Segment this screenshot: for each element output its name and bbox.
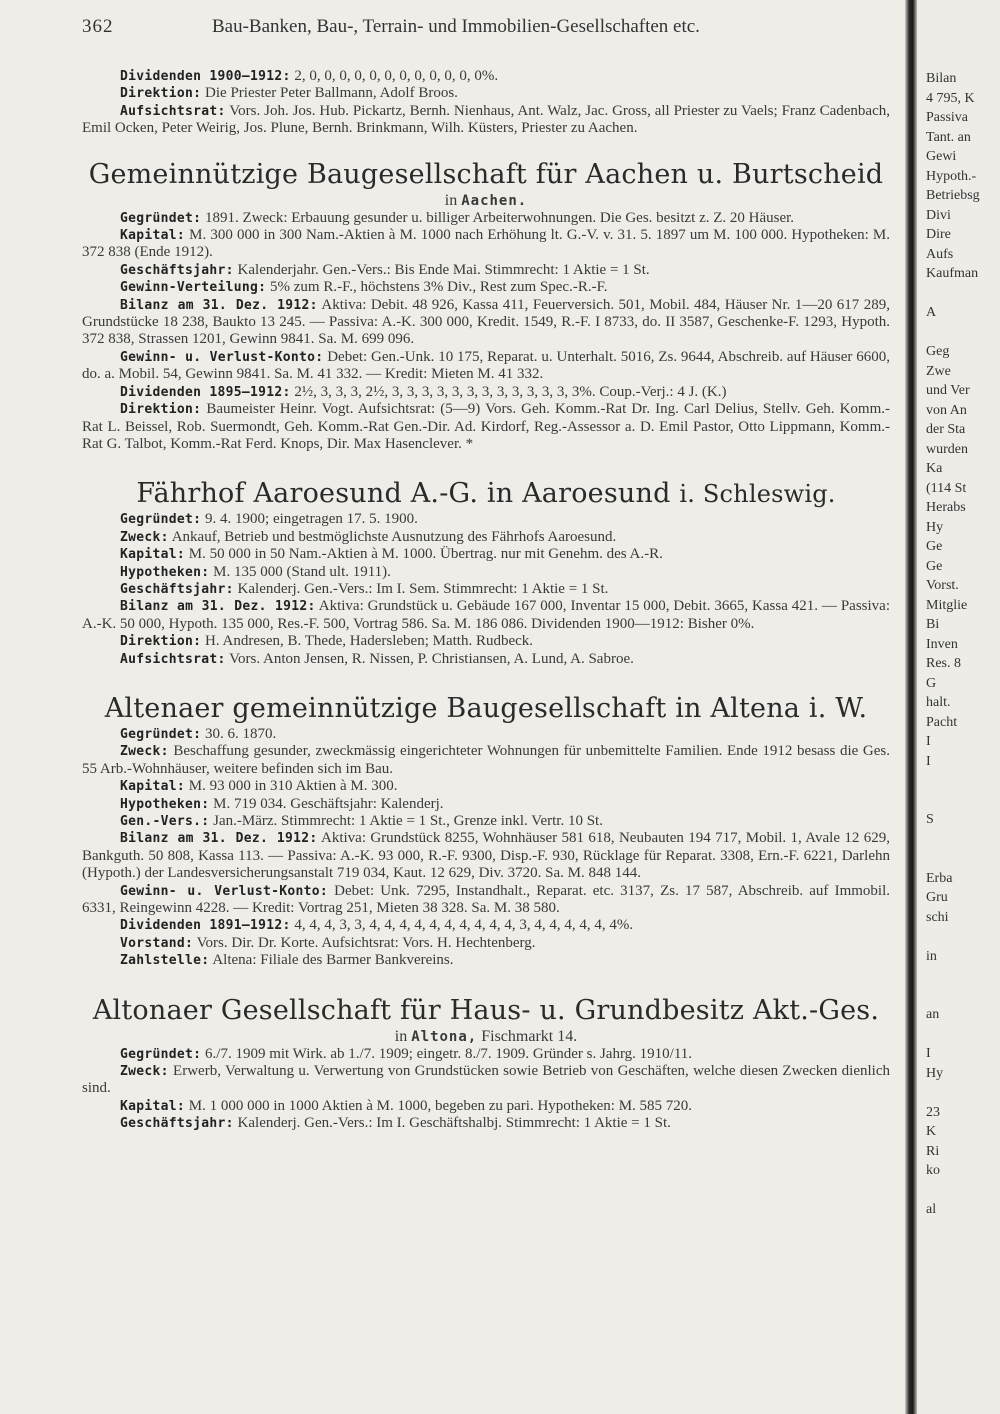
company-section — [82, 994, 890, 1133]
facing-page-fragment: Bilan — [926, 71, 957, 86]
entry: Bilanz am 31. Dez. 1912: Aktiva: Debit. 48 926, Kassa 411, Feuerversich. 501, Mobil. 484, Häuser Nr. 1—20 617 289, Grundstücke 18 238, Baukto 13 245. — Passiva: A.-K. 300 000, Kredit. 1549, R.-F. I 8733, do. II 3587, Geschenke-F. 1293, Hypoth. 372 838, Strassen 1201, Gewinn 9841. Sa. M. 699 096. — [82, 296, 890, 348]
page-content — [82, 68, 890, 1133]
facing-page-fragment: Aufs — [926, 246, 954, 262]
facing-page-fragment: A — [926, 305, 937, 320]
company-title: Fährhof Aaroesund A.-G. in Aaroesund i. Schleswig. — [136, 478, 836, 510]
facing-page-fragment: Ri — [926, 1143, 940, 1159]
facing-page-fragment: S — [926, 812, 934, 827]
facing-page-fragment: Divi — [926, 207, 951, 223]
facing-page-fragment: (114 St — [926, 480, 967, 496]
entry: Zweck: Ankauf, Betrieb und bestmöglichste Ausnutzung des Fährhofs Aaroesund. — [120, 528, 617, 545]
facing-page-fragment: Ge — [926, 539, 943, 554]
company-title: Gemeinnützige Baugesellschaft für Aachen u. Burtscheid — [88, 158, 884, 190]
running-title: Bau-Banken, Bau-, Terrain- und Immobilien-Gesellschaften etc. — [212, 16, 700, 37]
entry: Geschäftsjahr: Kalenderjahr. Gen.-Vers.: Bis Ende Mai. Stimmrecht: 1 Aktie = 1 St. — [120, 261, 650, 278]
facing-page-fragment: Mitglie — [926, 597, 968, 613]
entry: Hypotheken: M. 135 000 (Stand ult. 1911). — [120, 563, 391, 580]
facing-page-fragment: Bi — [926, 617, 940, 632]
facing-page-fragment: Gru — [926, 890, 948, 905]
entry: Vorstand: Vors. Dir. Dr. Korte. Aufsichtsrat: Vors. H. Hechtenberg. — [120, 934, 536, 951]
facing-page-fragment: halt. — [926, 695, 951, 710]
facing-page-fragment: der Sta — [926, 422, 966, 437]
facing-page-fragment: G — [926, 675, 937, 691]
facing-page-fragment: ko — [926, 1163, 940, 1178]
facing-page-fragment: schi — [926, 909, 949, 925]
entry: Gegründet: 1891. Zweck: Erbauung gesunder u. billiger Arbeiterwohnungen. Die Ges. besitzt z. Z. 20 Häuser. — [120, 209, 795, 226]
entry: Gegründet: 30. 6. 1870. — [120, 725, 277, 742]
entry: Kapital: M. 50 000 in 50 Nam.-Aktien à M. 1000. Übertrag. nur mit Genehm. des A.-R. — [120, 546, 663, 563]
entry: Kapital: M. 1 000 000 in 1000 Aktien à M. 1000, begeben zu pari. Hypotheken: M. 585 720. — [120, 1097, 693, 1114]
company-title: Altonaer Gesellschaft für Haus- u. Grundbesitz Akt.-Ges. — [92, 994, 880, 1026]
facing-page-fragment: Zwe — [926, 363, 951, 379]
facing-page-fragment: von An — [926, 402, 967, 418]
entry: Gewinn-Verteilung: 5% zum R.-F., höchstens 3% Div., Rest zum Spec.-R.-F. — [120, 279, 608, 296]
entry: Aufsichtsrat: Vors. Joh. Jos. Hub. Pickartz, Bernh. Nienhaus, Ant. Walz, Jac. Gross, all Priester zu Vaels; Franz Cadenbach, Emil Ocken, Peter Weirig, Jos. Plune, Bernh. Brinkmann, Wilh. Küsters, Priester zu Aachen. — [82, 102, 890, 137]
facing-page-fragment: I — [926, 734, 931, 749]
facing-page-fragment: Gewi — [926, 149, 957, 164]
company-section — [82, 158, 890, 454]
company-section — [82, 477, 890, 668]
entry: Aufsichtsrat: Vors. Anton Jensen, R. Nissen, P. Christiansen, A. Lund, A. Sabroe. — [120, 650, 634, 667]
facing-page-fragment: Hy — [926, 519, 944, 535]
facing-page-fragment: Erba — [926, 870, 953, 886]
entry: Bilanz am 31. Dez. 1912: Aktiva: Grundstück u. Gebäude 167 000, Inventar 15 000, Debit. 3665, Kassa 421. — Passiva: A.-K. 50 000, Hypoth. 135 000, Res.-F. 500, Vortrag 586. Sa. M. 186 086. Dividenden 1900—1912: Bisher 0%. — [82, 598, 890, 632]
facing-page-fragment: Res. 8 — [926, 656, 961, 671]
facing-page-fragment: 4 795, K — [926, 90, 975, 106]
facing-page-fragment: I — [926, 753, 931, 769]
page-number: 362 — [82, 16, 114, 37]
facing-page-fragment: Dire — [926, 227, 951, 242]
facing-page-fragment: Kaufman — [926, 266, 979, 281]
entry: Gegründet: 6./7. 1909 mit Wirk. ab 1./7. 1909; eingetr. 8./7. 1909. Gründer s. Jahrg. 1910/11. — [120, 1045, 693, 1062]
company-section — [82, 692, 890, 970]
entry: Dividenden 1895—1912: 2½, 3, 3, 3, 2½, 3, 3, 3, 3, 3, 3, 3, 3, 3, 3, 3, 3, 3%. Coup.-Verj.: 4 J. (K.) — [120, 383, 727, 400]
book-gutter — [905, 0, 917, 1414]
entry: Dividenden 1891—1912: 4, 4, 4, 3, 3, 4, 4, 4, 4, 4, 4, 4, 4, 4, 4, 3, 4, 4, 4, 4, 4, 4%. — [120, 917, 634, 934]
entry: Zweck: Erwerb, Verwaltung u. Verwertung von Grundstücken sowie Betrieb von Geschäften, welche diesen Zwecken dienlich sind. — [82, 1063, 890, 1097]
facing-page-fragment: Betriebsg — [926, 188, 980, 203]
facing-page-fragment: Inven — [926, 636, 958, 652]
facing-page-fragment: und Ver — [926, 383, 970, 398]
entry: Zahlstelle: Altena: Filiale des Barmer Bankvereins. — [120, 952, 454, 969]
entry: Direktion: Baumeister Heinr. Vogt. Aufsichtsrat: (5—9) Vors. Geh. Komm.-Rat Dr. Ing. Carl Delius, Stellv. Geh. Komm.-Rat L. Beissel, Rob. Suermondt, Geh. Komm.-Rat Gen.-Dir. Ad. Kirdorf, Reg.-Assessor a. D. Emil Pastor, Otto Lippmann, Komm.-Rat G. Talbot, Komm.-Rat Ferd. Knops, Dir. Max Hasenclever. * — [82, 401, 891, 452]
facing-page-fragment: Vorst. — [926, 578, 959, 593]
entry: Dividenden 1900—1912: 2, 0, 0, 0, 0, 0, 0, 0, 0, 0, 0, 0, 0%. — [120, 68, 499, 84]
entry: Bilanz am 31. Dez. 1912: Aktiva: Grundstück 8255, Wohnhäuser 581 618, Neubauten 194 717, Mobil. 1, Avale 12 629, Bankguth. 50 808, Kassa 113. — Passiva: A.-K. 93 000, R.-F. 9300, Disp.-F. 930, Rücklage für Reparat. 3308, Ern.-F. 6221, Darlehn (Hypoth.) der Landesversicherungsanstalt 719 034, Kaut. 12 629, Div. 3720. Sa. M. 848 144. — [82, 830, 890, 882]
company-title: Altenaer gemeinnützige Baugesellschaft in Altena i. W. — [104, 692, 868, 724]
facing-page-fragment: I — [926, 1046, 931, 1061]
entry: Gen.-Vers.: Jan.-März. Stimmrecht: 1 Aktie = 1 St., Grenze inkl. Vertr. 10 St. — [120, 813, 603, 829]
facing-page-fragment: 23 — [926, 1104, 940, 1120]
intro-block — [82, 68, 890, 138]
facing-page-fragment: K — [926, 1124, 937, 1139]
company-location: in Aachen. — [444, 191, 528, 209]
facing-page-fragment: Herabs — [926, 500, 966, 515]
entry: Kapital: M. 300 000 in 300 Nam.-Aktien à M. 1000 nach Erhöhung lt. G.-V. v. 31. 5. 1897 um M. 100 000. Hypotheken: M. 372 838 (Ende 1912). — [82, 227, 891, 261]
entry: Direktion: H. Andresen, B. Thede, Hadersleben; Matth. Rudbeck. — [120, 633, 534, 650]
facing-page-fragment: Geg — [926, 344, 950, 359]
facing-page-fragment: wurden — [926, 441, 968, 457]
entry: Gewinn- u. Verlust-Konto: Debet: Gen.-Unk. 10 175, Reparat. u. Unterhalt. 5016, Zs. 9644, Abschreib. auf Häuser 6600, do. a. Mobil. 54, Gewinn 9841. Sa. M. 41 332. — Kredit: Mieten M. 41 332. — [82, 348, 891, 383]
facing-page-fragment: Hypoth.- — [926, 168, 977, 184]
facing-page-fragment: Passiva — [926, 110, 968, 125]
entry: Gegründet: 9. 4. 1900; eingetragen 17. 5. 1900. — [120, 511, 418, 528]
company-location: in Altona, Fischmarkt 14. — [394, 1027, 578, 1045]
entry: Gewinn- u. Verlust-Konto: Debet: Unk. 7295, Instandhalt., Reparat. etc. 3137, Zs. 17 587, Abschreib. auf Immobil. 6331, Reingewinn 4228. — Kredit: Vortrag 251, Mieten 38 328. Sa. M. 38 580. — [82, 882, 890, 917]
entry: Direktion: Die Priester Peter Ballmann, Adolf Broos. — [120, 85, 458, 102]
facing-page-fragment: Ka — [926, 461, 943, 476]
facing-page-fragment: an — [926, 1007, 940, 1022]
facing-page-fragment: Ge — [926, 558, 943, 574]
facing-page-fragment: al — [926, 1202, 937, 1217]
facing-page-fragment: Hy — [926, 1065, 944, 1081]
facing-page-fragment: in — [926, 948, 937, 964]
facing-page-fragment: Tant. an — [926, 129, 971, 145]
entry: Hypotheken: M. 719 034. Geschäftsjahr: Kalenderj. — [120, 795, 444, 812]
entry: Kapital: M. 93 000 in 310 Aktien à M. 300. — [120, 778, 398, 795]
facing-page-margin — [918, 0, 1000, 1414]
entry: Geschäftsjahr: Kalenderj. Gen.-Vers.: Im I. Sem. Stimmrecht: 1 Aktie = 1 St. — [120, 580, 609, 597]
entry: Zweck: Beschaffung gesunder, zweckmässig eingerichteter Wohnungen für unbemittelte Familien. Ende 1912 besass die Ges. 55 Arb.-Wohnhäuser, weitere befinden sich im Bau. — [82, 743, 890, 777]
facing-page-fragment: Pacht — [926, 714, 958, 730]
entry: Geschäftsjahr: Kalenderj. Gen.-Vers.: Im I. Geschäftshalbj. Stimmrecht: 1 Aktie = 1 St. — [120, 1115, 671, 1132]
page-header — [82, 16, 882, 42]
